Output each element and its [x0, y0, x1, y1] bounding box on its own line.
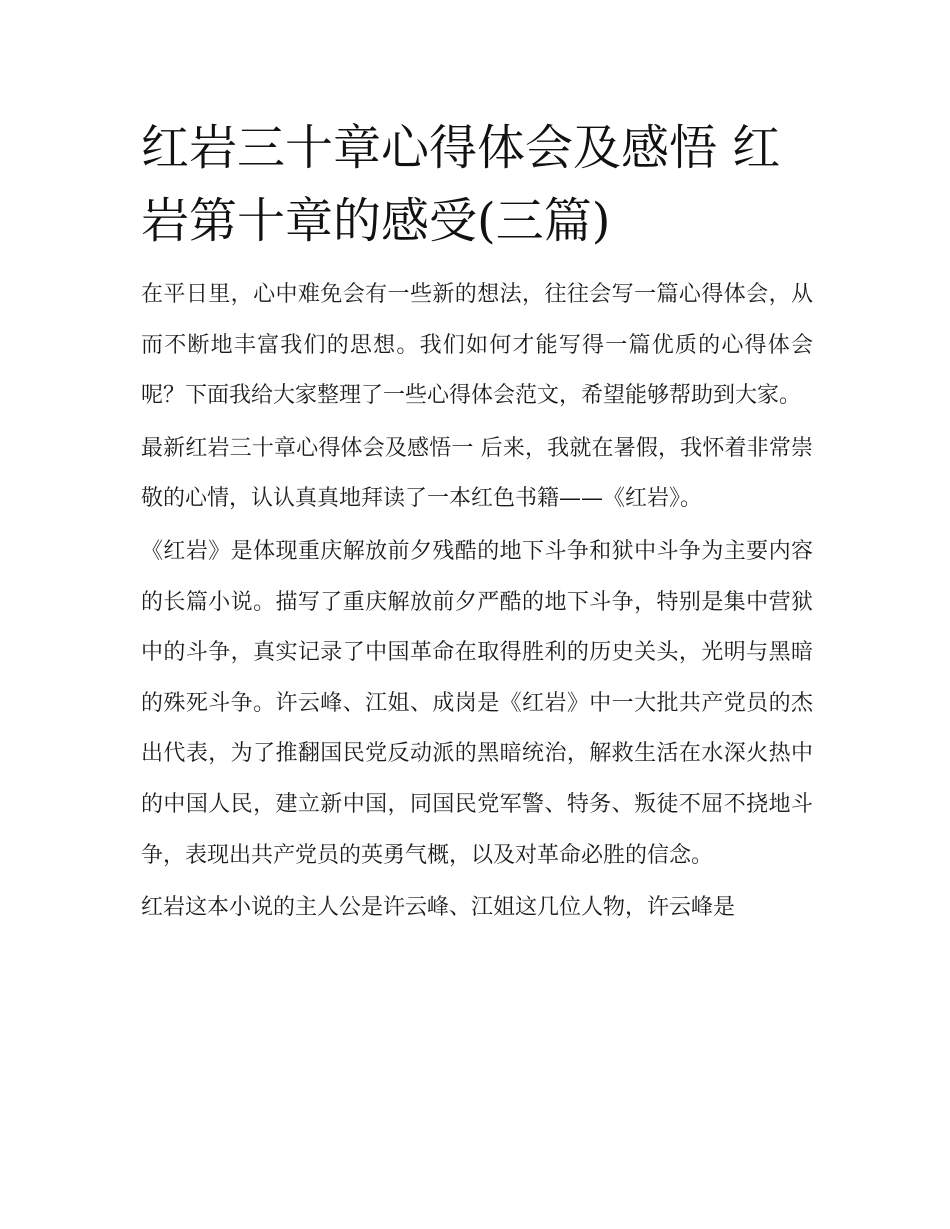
paragraph-hongyan-summary: 《红岩》是体现重庆解放前夕残酷的地下斗争和狱中斗争为主要内容的长篇小说。描写了重庆解放前夕严酷的地下斗争，特别是集中营狱中的斗争，真实记录了中国革命在取得胜利的历史关头，光明与黑暗的殊死斗争。许云峰、江姐、成岗是《红岩》中一大批共产党员的杰出代表，为了推翻国民党反动派的黑暗统治，解救生活在水深火热中的中国人民，建立新中国，同国民党军警、特务、叛徒不屈不挠地斗争，表现出共产党员的英勇气概，以及对革命必胜的信念。 [141, 538, 813, 868]
document-title: 红岩三十章心得体会及感悟 红岩第十章的感受(三篇) [141, 120, 781, 249]
document-body [141, 270, 813, 934]
paragraph-intro: 在平日里，心中难免会有一些新的想法，往往会写一篇心得体会，从而不断地丰富我们的思想。我们如何才能写得一篇优质的心得体会呢？下面我给大家整理了一些心得体会范文，希望能够帮助到大家。 [141, 282, 813, 409]
paragraph-protagonists: 红岩这本小说的主人公是许云峰、江姐这几位人物，许云峰是 [141, 895, 736, 921]
document-content [141, 112, 813, 936]
paragraph-section-one: 最新红岩三十章心得体会及感悟一 后来，我就在暑假，我怀着非常崇敬的心情，认认真真地拜读了一本红色书籍——《红岩》。 [141, 435, 813, 512]
